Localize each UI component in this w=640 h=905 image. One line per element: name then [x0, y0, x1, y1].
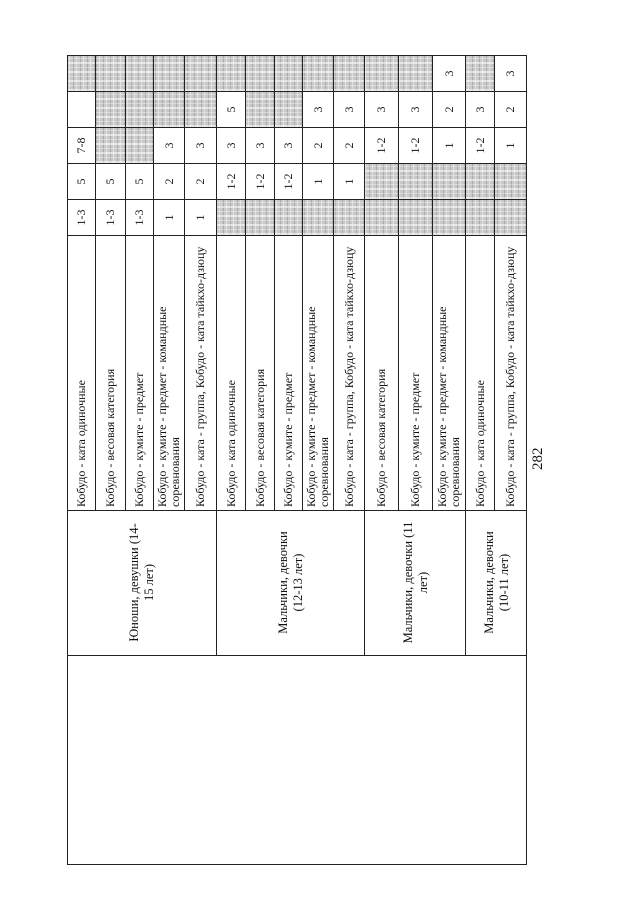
place-cell-v5	[154, 55, 185, 91]
place-cell-v1: 1	[154, 199, 185, 235]
place-cell-v4	[67, 91, 96, 127]
place-cell-v2: 1	[303, 163, 334, 199]
place-cell-v3: 3	[154, 127, 185, 163]
place-cell-v1: 1-3	[67, 199, 96, 235]
table-row	[334, 55, 365, 865]
place-cell-v4	[154, 91, 185, 127]
place-cell-v5	[185, 55, 217, 91]
place-cell-v1	[495, 199, 527, 235]
place-cell-v5	[126, 55, 154, 91]
place-cell-v2: 5	[96, 163, 126, 199]
place-cell-v3: 1-2	[466, 127, 495, 163]
place-cell-v5	[334, 55, 365, 91]
place-cell-v5	[399, 55, 433, 91]
table-cell-blank	[433, 655, 466, 865]
place-cell-v5	[365, 55, 399, 91]
place-cell-v2: 5	[126, 163, 154, 199]
place-cell-v3: 3	[275, 127, 303, 163]
age-group-label: Мальчики, девочки (10-11 лет)	[481, 531, 511, 634]
table-row	[275, 55, 303, 865]
table-row	[495, 55, 527, 865]
place-cell-v2	[466, 163, 495, 199]
discipline-cell: Кобудо - весовая категория	[246, 235, 275, 510]
place-cell-v4	[246, 91, 275, 127]
table-row	[126, 55, 154, 865]
place-cell-v5	[466, 55, 495, 91]
table-cell-blank	[185, 655, 217, 865]
place-cell-v5	[246, 55, 275, 91]
table-cell-blank	[365, 655, 399, 865]
discipline-cell: Кобудо - кумите - предмет - командные соревнования	[303, 235, 334, 510]
place-cell-v4: 5	[217, 91, 246, 127]
page-number: 282	[530, 447, 546, 470]
table-row	[246, 55, 275, 865]
discipline-cell: Кобудо - кумите - предмет	[275, 235, 303, 510]
place-cell-v1	[303, 199, 334, 235]
place-cell-v1	[365, 199, 399, 235]
table-row	[217, 55, 246, 865]
place-cell-v3: 2	[334, 127, 365, 163]
place-cell-v3: 1	[433, 127, 466, 163]
table-cell-blank	[466, 655, 495, 865]
place-cell-v5	[303, 55, 334, 91]
place-cell-v1	[466, 199, 495, 235]
place-cell-v3: 1	[495, 127, 527, 163]
place-cell-v2: 2	[154, 163, 185, 199]
place-cell-v5	[275, 55, 303, 91]
place-cell-v4: 3	[365, 91, 399, 127]
place-cell-v1: 1	[185, 199, 217, 235]
place-cell-v3: 3	[185, 127, 217, 163]
table-cell-blank	[246, 655, 275, 865]
age-group-label: Юноши, девушки (14-15 лет)	[127, 523, 156, 642]
place-cell-v5: 3	[433, 55, 466, 91]
place-cell-v4	[185, 91, 217, 127]
place-cell-v4: 3	[399, 91, 433, 127]
place-cell-v3	[96, 127, 126, 163]
place-cell-v2: 1-2	[275, 163, 303, 199]
place-cell-v1	[246, 199, 275, 235]
place-cell-v4	[126, 91, 154, 127]
place-cell-v3: 3	[217, 127, 246, 163]
results-table	[67, 55, 527, 865]
discipline-cell: Кобудо - ката - группа, Кобудо - ката тайкхо-дзюцу	[495, 235, 527, 510]
place-cell-v1	[399, 199, 433, 235]
place-cell-v4: 2	[495, 91, 527, 127]
place-cell-v1	[217, 199, 246, 235]
place-cell-v5	[96, 55, 126, 91]
table-cell-blank	[126, 655, 154, 865]
place-cell-v3: 1-2	[365, 127, 399, 163]
table-row	[433, 55, 466, 865]
place-cell-v3	[126, 127, 154, 163]
table-row	[365, 55, 399, 865]
place-cell-v4	[275, 91, 303, 127]
table-cell-blank	[275, 655, 303, 865]
place-cell-v1	[433, 199, 466, 235]
discipline-cell: Кобудо - ката - группа, Кобудо - ката тайкхо-дзюцу	[334, 235, 365, 510]
place-cell-v1	[275, 199, 303, 235]
table-row	[399, 55, 433, 865]
place-cell-v2	[399, 163, 433, 199]
discipline-cell: Кобудо - ката одиночные	[67, 235, 96, 510]
discipline-cell: Кобудо - кумите - предмет	[126, 235, 154, 510]
table-cell-blank	[67, 655, 96, 865]
place-cell-v5	[217, 55, 246, 91]
place-cell-v5: 3	[495, 55, 527, 91]
place-cell-v1	[334, 199, 365, 235]
table-row	[96, 55, 126, 865]
place-cell-v3: 2	[303, 127, 334, 163]
discipline-cell: Кобудо - кумите - предмет - командные соревнования	[154, 235, 185, 510]
place-cell-v2	[433, 163, 466, 199]
place-cell-v2: 2	[185, 163, 217, 199]
place-cell-v4: 3	[303, 91, 334, 127]
place-cell-v1: 1-3	[96, 199, 126, 235]
age-group-label: Мальчики, девочки (11 лет)	[400, 521, 430, 644]
place-cell-v3: 3	[246, 127, 275, 163]
discipline-cell: Кобудо - кумите - предмет	[399, 235, 433, 510]
place-cell-v2: 1	[334, 163, 365, 199]
place-cell-v4: 3	[466, 91, 495, 127]
place-cell-v2: 1-2	[217, 163, 246, 199]
age-group-label: Мальчики, девочки (12-13 лет)	[276, 531, 305, 634]
table-row	[67, 55, 96, 865]
place-cell-v2: 5	[67, 163, 96, 199]
place-cell-v3: 7-8	[67, 127, 96, 163]
place-cell-v1: 1-3	[126, 199, 154, 235]
table-row	[303, 55, 334, 865]
table-cell-blank	[154, 655, 185, 865]
table-row	[154, 55, 185, 865]
table-cell-blank	[495, 655, 527, 865]
place-cell-v4: 3	[334, 91, 365, 127]
discipline-cell: Кобудо - весовая категория	[96, 235, 126, 510]
place-cell-v4	[96, 91, 126, 127]
table-row	[466, 55, 495, 865]
discipline-cell: Кобудо - весовая категория	[365, 235, 399, 510]
table-cell-blank	[399, 655, 433, 865]
place-cell-v5	[67, 55, 96, 91]
table-cell-blank	[217, 655, 246, 865]
place-cell-v2	[365, 163, 399, 199]
place-cell-v2: 1-2	[246, 163, 275, 199]
table-cell-blank	[303, 655, 334, 865]
discipline-cell: Кобудо - ката одиночные	[217, 235, 246, 510]
place-cell-v2	[495, 163, 527, 199]
discipline-cell: Кобудо - ката - группа, Кобудо - ката тайкхо-дзюцу	[185, 235, 217, 510]
place-cell-v4: 2	[433, 91, 466, 127]
discipline-cell: Кобудо - кумите - предмет - командные соревнования	[433, 235, 466, 510]
rotated-table-wrapper	[67, 55, 546, 865]
table-row	[185, 55, 217, 865]
place-cell-v3: 1-2	[399, 127, 433, 163]
discipline-cell: Кобудо - ката одиночные	[466, 235, 495, 510]
table-cell-blank	[334, 655, 365, 865]
table-cell-blank	[96, 655, 126, 865]
